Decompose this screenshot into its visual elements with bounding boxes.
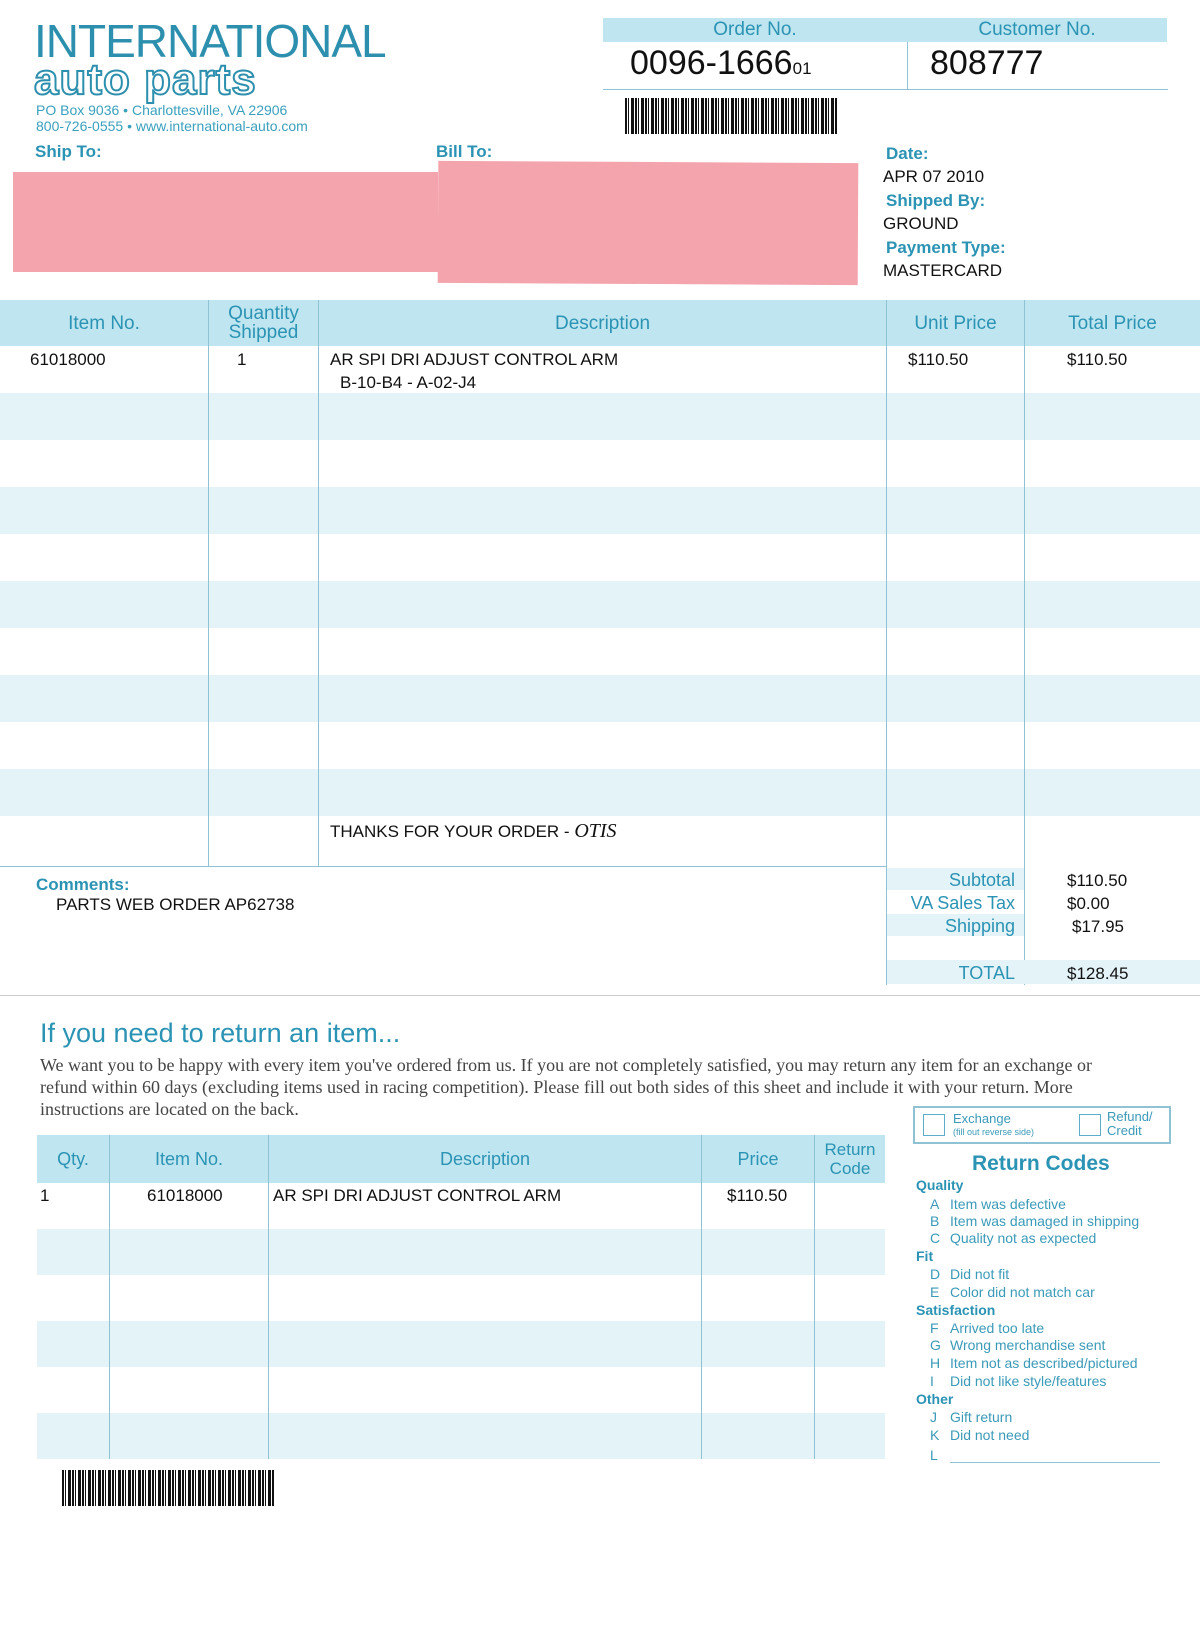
- code-l-write-line: [950, 1462, 1160, 1463]
- code-letter: G: [930, 1337, 941, 1353]
- return-description-cell: AR SPI DRI ADJUST CONTROL ARM: [273, 1186, 562, 1205]
- return-header-qty: Qty.: [37, 1135, 109, 1183]
- ship-to-label: Ship To:: [35, 142, 102, 161]
- subtotal-label: Subtotal: [948, 870, 1015, 890]
- code-letter: D: [930, 1266, 941, 1282]
- code-group-other: Other: [916, 1391, 954, 1407]
- header-underline: [603, 89, 1168, 90]
- code-text: Did not need: [950, 1427, 1030, 1443]
- company-contact: 800-726-0555 • www.international-auto.com: [36, 118, 308, 134]
- return-header-description: Description: [269, 1135, 701, 1183]
- order-barcode: [625, 98, 837, 134]
- return-title: If you need to return an item...: [40, 1018, 401, 1048]
- code-text: Gift return: [950, 1409, 1013, 1425]
- code-letter: K: [930, 1427, 940, 1443]
- header-unit-price: Unit Price: [887, 300, 1024, 346]
- code-text: Did not like style/features: [950, 1373, 1107, 1389]
- code-letter: J: [930, 1409, 937, 1425]
- header-divider: [907, 42, 908, 90]
- col-divider: [1024, 300, 1025, 985]
- code-letter: E: [930, 1284, 940, 1300]
- order-number-suffix: 01: [792, 59, 812, 78]
- row-stripe: [0, 393, 1200, 440]
- header-total-price: Total Price: [1025, 300, 1200, 346]
- code-letter: B: [930, 1213, 940, 1229]
- company-logo-name: INTERNATIONAL: [34, 15, 386, 67]
- description-cell: AR SPI DRI ADJUST CONTROL ARM: [330, 350, 619, 369]
- table-bottom-line: [0, 866, 886, 867]
- code-text: Item was defective: [950, 1196, 1066, 1212]
- comments-label: Comments:: [36, 875, 130, 894]
- return-col-divider: [814, 1135, 815, 1459]
- order-number: 0096-166601: [630, 44, 812, 82]
- refund-label: Refund/ Credit: [1107, 1109, 1153, 1138]
- total-value: $128.45: [1067, 964, 1129, 983]
- return-row-stripe: [37, 1413, 885, 1459]
- exchange-label: Exchange: [953, 1111, 1011, 1126]
- payment-type-value: MASTERCARD: [883, 261, 1003, 280]
- shipping-value: $17.95: [1072, 917, 1124, 936]
- code-letter: F: [930, 1320, 939, 1336]
- date-label: Date:: [886, 144, 929, 163]
- code-letter: H: [930, 1355, 941, 1371]
- header-description: Description: [319, 300, 886, 346]
- exchange-note: (fill out reverse side): [953, 1127, 1035, 1137]
- code-letter: C: [930, 1230, 941, 1246]
- ship-to-redaction: [13, 172, 438, 272]
- item-no-cell: 61018000: [30, 350, 106, 369]
- code-group-quality: Quality: [916, 1177, 964, 1193]
- shipped-by-value: GROUND: [883, 214, 959, 233]
- code-letter: I: [930, 1373, 934, 1389]
- return-row-stripe: [37, 1321, 885, 1367]
- qty-cell: 1: [237, 350, 247, 369]
- tax-label: VA Sales Tax: [910, 893, 1015, 913]
- return-col-divider: [109, 1135, 110, 1459]
- code-text: Arrived too late: [950, 1320, 1045, 1336]
- total-price-cell: $110.50: [1067, 350, 1128, 369]
- payment-type-label: Payment Type:: [886, 238, 1006, 257]
- return-col-divider: [701, 1135, 702, 1459]
- comments-text: PARTS WEB ORDER AP62738: [56, 895, 295, 914]
- exchange-checkbox[interactable]: [923, 1114, 945, 1136]
- unit-price-cell: $110.50: [908, 350, 969, 369]
- location-cell: B-10-B4 - A-02-J4: [340, 373, 477, 392]
- code-letter: A: [930, 1196, 940, 1212]
- thanks-message: THANKS FOR YOUR ORDER - OTIS: [330, 820, 617, 842]
- return-row-stripe: [37, 1229, 885, 1275]
- company-logo-subname: auto parts: [34, 55, 257, 104]
- shipped-by-label: Shipped By:: [886, 191, 986, 210]
- return-barcode: [62, 1470, 274, 1506]
- code-text: Did not fit: [950, 1266, 1010, 1282]
- code-text: Item was damaged in shipping: [950, 1213, 1140, 1229]
- tax-value: $0.00: [1067, 894, 1110, 913]
- code-text: Item not as described/pictured: [950, 1355, 1138, 1371]
- col-divider: [208, 300, 209, 867]
- return-option-box: [913, 1106, 1171, 1144]
- row-stripe: [0, 581, 1200, 628]
- header-quantity: Quantity Shipped: [209, 300, 318, 346]
- row-stripe: [0, 487, 1200, 534]
- header-item-no: Item No.: [0, 300, 208, 346]
- return-body: We want you to be happy with every item you've ordered from us. If you are not completely satisfied, you may return any item for an exchange or refund within 60 days (excluding items used in racing competition). Please fill out both sides of this sheet and include it with your return. More instructions are located on the back.: [40, 1055, 1092, 1119]
- return-qty-cell: 1: [40, 1186, 50, 1205]
- code-text: Color did not match car: [950, 1284, 1095, 1300]
- return-header-item-no: Item No.: [110, 1135, 268, 1183]
- return-col-divider: [268, 1135, 269, 1459]
- row-stripe: [0, 769, 1200, 816]
- order-no-label: Order No.: [603, 18, 907, 42]
- code-text: Quality not as expected: [950, 1230, 1097, 1246]
- col-divider: [318, 300, 319, 867]
- total-label: TOTAL: [958, 963, 1015, 983]
- return-header-code: Return Code: [815, 1135, 885, 1183]
- date-value: APR 07 2010: [883, 167, 985, 186]
- bill-to-redaction: [438, 161, 859, 285]
- signature: OTIS: [574, 820, 617, 842]
- code-text: Wrong merchandise sent: [950, 1337, 1106, 1353]
- refund-checkbox[interactable]: [1079, 1114, 1101, 1136]
- tear-line: [0, 995, 1200, 996]
- row-stripe: [0, 675, 1200, 722]
- code-group-fit: Fit: [916, 1248, 934, 1264]
- return-item-no-cell: 61018000: [147, 1186, 223, 1205]
- company-address: PO Box 9036 • Charlottesville, VA 22906: [36, 102, 288, 118]
- customer-number: 808777: [930, 44, 1044, 82]
- return-codes-title: Return Codes: [972, 1152, 1110, 1175]
- bill-to-label: Bill To:: [436, 142, 493, 161]
- shipping-label: Shipping: [944, 916, 1015, 936]
- code-letter: L: [930, 1447, 938, 1463]
- code-group-satisfaction: Satisfaction: [916, 1302, 996, 1318]
- customer-no-label: Customer No.: [907, 18, 1167, 42]
- return-price-cell: $110.50: [727, 1186, 788, 1205]
- return-header-price: Price: [702, 1135, 814, 1183]
- subtotal-value: $110.50: [1067, 871, 1128, 890]
